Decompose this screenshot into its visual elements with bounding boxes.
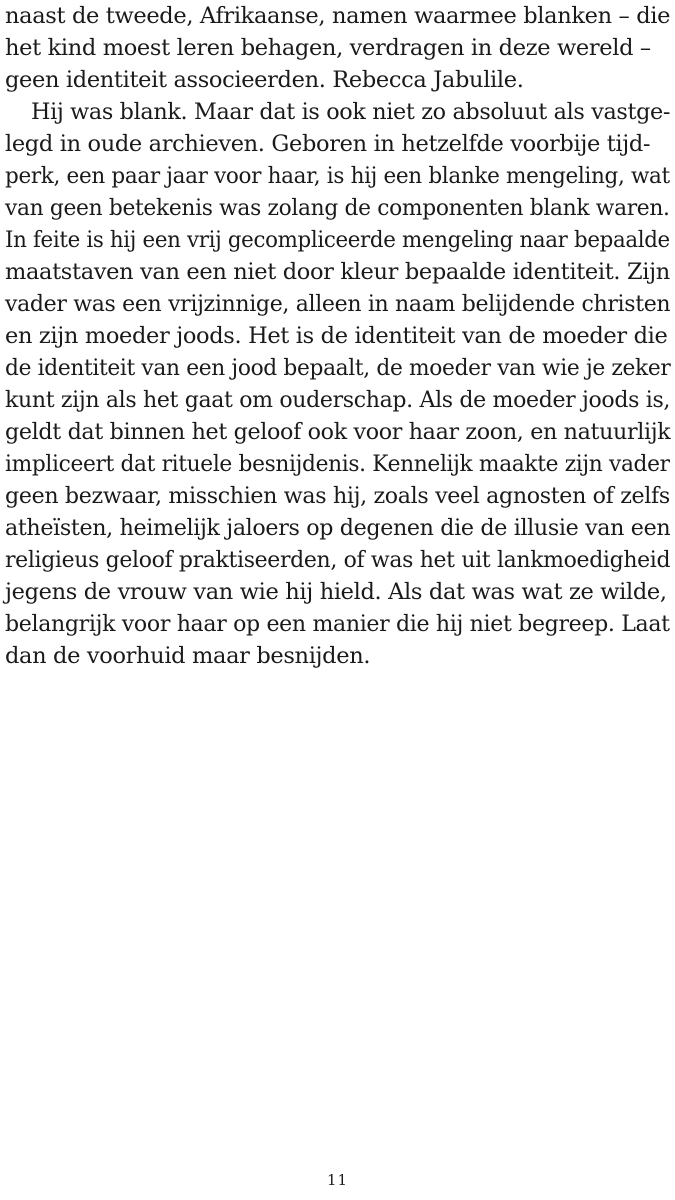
text-line: geldt dat binnen het geloof ook voor haar zoon, en natuurlijk <box>5 419 671 445</box>
text-line: het kind moest leren behagen, verdragen in deze wereld – <box>5 35 651 61</box>
text-line: naast de tweede, Afrikaanse, namen waarmee blanken – die <box>5 3 671 29</box>
text-line: belangrijk voor haar op een manier die hij niet begreep. Laat <box>5 611 670 637</box>
page-number: 11 <box>326 1171 349 1189</box>
text-line: en zijn moeder joods. Het is de identiteit van de moeder die <box>5 323 668 349</box>
text-line: In feite is hij een vrij gecompliceerde mengeling naar bepaalde <box>5 227 670 253</box>
text-line: jegens de vrouw van wie hij hield. Als dat was wat ze wilde, <box>5 579 667 605</box>
text-line: maatstaven van een niet door kleur bepaalde identiteit. Zijn <box>5 259 670 285</box>
text-line: perk, een paar jaar voor haar, is hij een blanke mengeling, wat <box>5 163 670 189</box>
paragraph-first-line: Hij was blank. Maar dat is ook niet zo absoluut als vastge- <box>31 99 671 125</box>
text-line: vader was een vrijzinnige, alleen in naam belijdende christen <box>5 291 671 317</box>
text-line: geen identiteit associeerden. Rebecca Jabulile. <box>5 67 524 93</box>
text-line: dan de voorhuid maar besnijden. <box>5 643 371 669</box>
text-line: kunt zijn als het gaat om ouderschap. Als de moeder joods is, <box>5 387 671 413</box>
text-line: religieus geloof praktiseerden, of was het uit lankmoedigheid <box>5 547 671 573</box>
text-line: geen bezwaar, misschien was hij, zoals veel agnosten of zelfs <box>5 483 670 509</box>
text-line: van geen betekenis was zolang de componenten blank waren. <box>5 195 670 221</box>
text-line: legd in oude archieven. Geboren in hetzelfde voorbije tijd- <box>5 131 651 157</box>
text-line: impliceert dat rituele besnijdenis. Kennelijk maakte zijn vader <box>5 451 670 477</box>
text-line: atheïsten, heimelijk jaloers op degenen die de illusie van een <box>5 515 671 541</box>
text-line: de identiteit van een jood bepaalt, de moeder van wie je zeker <box>5 355 671 381</box>
